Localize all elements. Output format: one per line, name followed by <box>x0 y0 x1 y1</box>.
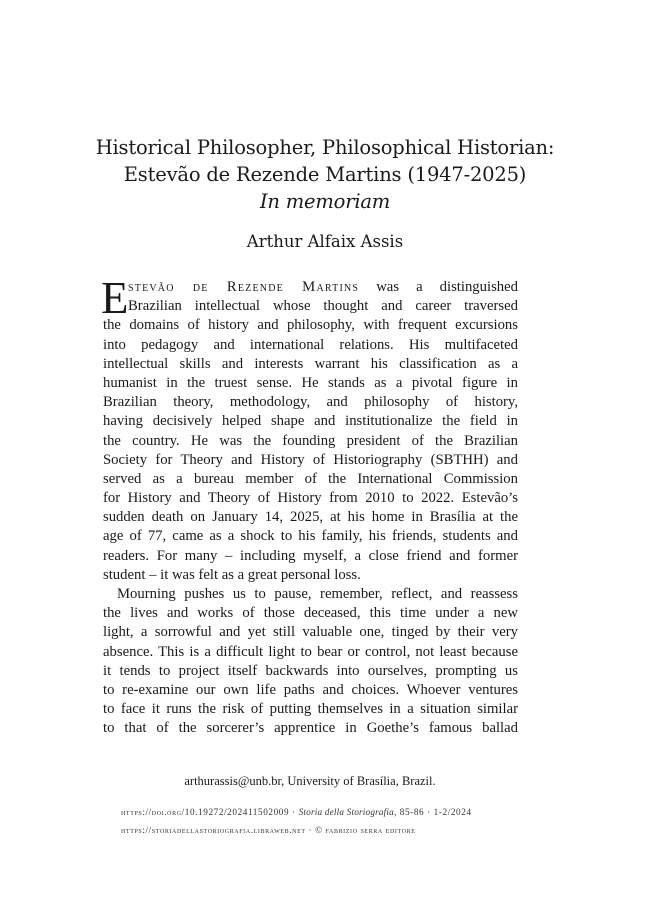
author-affiliation-footnote: arthurassis@unb.br, University of Brasília, Brazil. <box>184 774 436 788</box>
body-line: readers. For many – including myself, a close friend and former <box>103 547 518 564</box>
journal-name: Storia della Storiografia <box>298 807 394 817</box>
body-line: humanist in the truest sense. He stands as a pivotal figure in <box>103 374 518 391</box>
doi-link[interactable]: https://doi.org/10.19272/202411502009 · <box>121 807 299 817</box>
body-line: the country. He was the founding president of the Brazilian <box>103 432 518 449</box>
body-line: sudden death on January 14, 2025, at his home in Brasília at the <box>103 509 518 526</box>
body-line: having decisively helped shape and institutionalize the field in <box>103 413 518 430</box>
doi-line <box>121 806 541 818</box>
article-title-line-1: Historical Philosopher, Philosophical Historian: <box>95 136 555 159</box>
body-line: student – it was felt as a great personal loss. <box>103 566 361 583</box>
body-line: the lives and works of those deceased, this time under a new <box>103 605 518 622</box>
article-title-line-2: Estevão de Rezende Martins (1947-2025) <box>123 163 527 186</box>
article-subtitle: In memoriam <box>259 190 391 213</box>
body-line: Mourning pushes us to pause, remember, reflect, and reassess <box>117 586 518 602</box>
body-line: the domains of history and philosophy, with frequent excursions <box>103 317 518 334</box>
issue-info: , 85-86 · 1-2/2024 <box>393 807 472 817</box>
body-line: intellectual skills and interests warrant his classification as a <box>103 355 518 372</box>
body-line: to re-examine our own life paths and choices. Whoever ventures <box>103 681 518 698</box>
drop-cap: E <box>101 273 129 323</box>
author-name-smallcaps: stevão de Rezende Martins <box>128 279 360 295</box>
body-line: into pedagogy and international relations. His multifaceted <box>103 336 518 353</box>
body-line: served as a bureau member of the International Commission <box>103 470 518 487</box>
body-line: age of 77, came as a shock to his family, his friends, students and <box>103 528 518 545</box>
body-line-1 <box>103 278 518 297</box>
body-line: to that of the sorcerer’s apprentice in Goethe’s famous ballad <box>103 720 518 737</box>
body-line: Brazilian theory, methodology, and philosophy of history, <box>103 394 518 411</box>
article-body <box>101 273 518 739</box>
website-line[interactable]: https://storiadellastoriografia.libraweb.net · © fabrizio serra editore <box>121 825 416 835</box>
body-line: for History and Theory of History from 2010 to 2022. Estevão’s <box>103 490 518 507</box>
body-line: Brazilian intellectual whose thought and career traversed <box>128 298 518 315</box>
body-line-1-rest: was a distinguished <box>359 279 518 295</box>
body-line: Society for Theory and History of Historiography (SBTHH) and <box>103 451 518 468</box>
body-line: light, a sorrowful and yet still valuable one, tinged by their very <box>103 624 518 641</box>
body-line: it tends to project itself backwards into ourselves, prompting us <box>103 662 518 679</box>
author-name: Arthur Alfaix Assis <box>246 232 404 251</box>
body-line: to face it runs the risk of putting themselves in a situation similar <box>103 701 518 718</box>
body-line: absence. This is a difficult light to bear or control, not least because <box>103 643 518 660</box>
